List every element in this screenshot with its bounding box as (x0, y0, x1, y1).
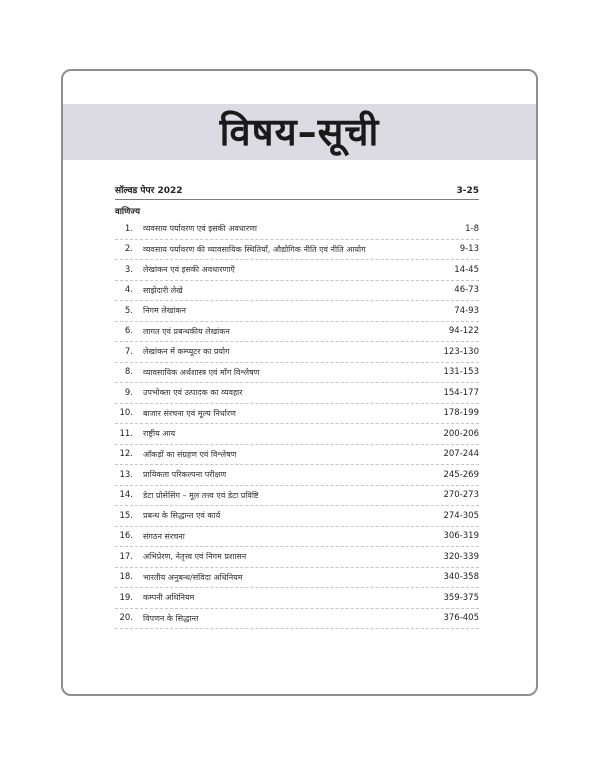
entry-number: 5. (124, 305, 133, 316)
page-frame (61, 69, 538, 696)
entry-pages: 131-153 (443, 367, 479, 378)
entry-pages: 178-199 (443, 408, 479, 419)
section-header[interactable] (115, 183, 479, 200)
entry-pages: 46-73 (454, 285, 479, 296)
table-of-contents (115, 183, 479, 629)
entry-title: निगम लेखांकन (143, 306, 186, 316)
entry-pages: 1-8 (465, 223, 479, 234)
entry-pages: 340-358 (443, 572, 479, 583)
entry-number: 3. (124, 264, 133, 275)
entry-number: 4. (124, 285, 133, 296)
entry-title: व्यावसायिक अर्थशास्त्र एवं माँग विश्लेषण (143, 367, 260, 377)
entry-title: प्रायिकता परिकल्पना परीक्षण (143, 470, 227, 480)
entry-title: विपणन के सिद्धान्त (143, 613, 199, 623)
entry-pages: 306-319 (443, 531, 479, 542)
entry-number: 2. (124, 244, 133, 255)
toc-entry[interactable] (115, 547, 479, 568)
toc-entry[interactable] (115, 609, 479, 630)
entry-title: प्रबन्ध के सिद्धान्त एवं कार्य (143, 511, 221, 521)
entry-pages: 359-375 (443, 592, 479, 603)
entry-title: लागत एवं प्रबन्धकीय लेखांकन (143, 326, 230, 336)
entry-number: 20. (119, 613, 133, 624)
entry-pages: 9-13 (459, 244, 479, 255)
entry-pages: 154-177 (443, 387, 479, 398)
entry-pages: 270-273 (443, 490, 479, 501)
entry-number: 18. (119, 572, 133, 583)
entry-title: साझेदारी लेखे (143, 285, 183, 295)
entry-title: लेखांकन एवं इसकी अवधारणाएँ (143, 265, 235, 275)
toc-entry[interactable] (115, 260, 479, 281)
toc-entry[interactable] (115, 506, 479, 527)
entry-pages: 274-305 (443, 510, 479, 521)
entry-number: 8. (124, 367, 133, 378)
entry-pages: 200-206 (443, 428, 479, 439)
toc-entry[interactable] (115, 465, 479, 486)
entry-pages: 207-244 (443, 449, 479, 460)
toc-entry[interactable] (115, 383, 479, 404)
entry-number: 11. (119, 428, 133, 439)
entry-number: 9. (124, 387, 133, 398)
toc-entry[interactable] (115, 445, 479, 466)
entry-number: 7. (124, 346, 133, 357)
entry-number: 19. (119, 592, 133, 603)
title-band (63, 104, 536, 160)
entry-title: संगठन संरचना (143, 531, 185, 541)
toc-entry[interactable] (115, 424, 479, 445)
toc-entry[interactable] (115, 363, 479, 384)
entry-title: लेखांकन में कम्प्यूटर का प्रयोग (143, 347, 230, 357)
page-title: विषय–सूची (219, 110, 380, 154)
entry-number: 1. (124, 223, 133, 234)
entry-title: राष्ट्रीय आय (143, 429, 176, 439)
entry-title: बाजार संरचना एवं मूल्य निर्धारण (143, 408, 236, 418)
entry-title: व्यवसाय पर्यावरण की व्यावसायिक स्थितियाँ, औद्योगिक नीति एवं नीति आयोग (143, 244, 366, 254)
entry-title: आँकड़ों का संग्रहण एवं विश्लेषण (143, 449, 237, 459)
entry-number: 10. (119, 408, 133, 419)
section-label: सॉल्वड पेपर 2022 (115, 186, 183, 196)
entry-number: 17. (119, 551, 133, 562)
entry-title: भारतीय अनुबन्ध/संविदा अधिनियम (143, 572, 243, 582)
toc-entries (115, 219, 479, 629)
entry-pages: 245-269 (443, 469, 479, 480)
entry-title: व्यवसाय पर्यावरण एवं इसकी अवधारणा (143, 224, 257, 234)
toc-entry[interactable] (115, 527, 479, 548)
entry-pages: 376-405 (443, 613, 479, 624)
subject-heading: वाणिज्य (115, 207, 141, 217)
entry-pages: 74-93 (454, 305, 479, 316)
toc-entry[interactable] (115, 219, 479, 240)
entry-pages: 320-339 (443, 551, 479, 562)
toc-entry[interactable] (115, 322, 479, 343)
entry-title: अभिप्रेरण, नेतृत्त्व एवं निगम प्रशासन (143, 552, 247, 562)
entry-number: 12. (119, 449, 133, 460)
section-pages: 3-25 (456, 186, 479, 196)
toc-entry[interactable] (115, 342, 479, 363)
toc-entry[interactable] (115, 240, 479, 261)
toc-entry[interactable] (115, 588, 479, 609)
toc-entry[interactable] (115, 568, 479, 589)
toc-entry[interactable] (115, 404, 479, 425)
entry-title: कम्पनी अधिनियम (143, 593, 195, 603)
entry-number: 14. (119, 490, 133, 501)
entry-pages: 123-130 (443, 346, 479, 357)
toc-entry[interactable] (115, 281, 479, 302)
entry-title: उपभोक्ता एवं उत्पादक का व्यवहार (143, 388, 243, 398)
entry-title: डेटा प्रोसेसिंग – मूल तत्त्व एवं डेटा प्रविष्टि (143, 490, 259, 500)
entry-number: 15. (119, 510, 133, 521)
entry-number: 16. (119, 531, 133, 542)
entry-pages: 94-122 (448, 326, 479, 337)
toc-entry[interactable] (115, 301, 479, 322)
toc-entry[interactable] (115, 486, 479, 507)
entry-number: 13. (119, 469, 133, 480)
entry-pages: 14-45 (454, 264, 479, 275)
entry-number: 6. (124, 326, 133, 337)
